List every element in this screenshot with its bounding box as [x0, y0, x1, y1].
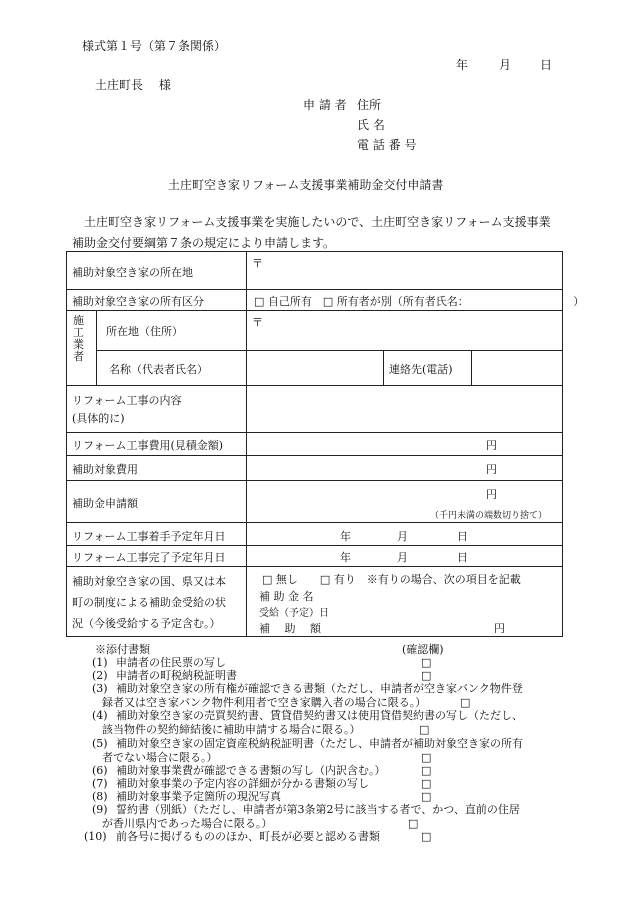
date-month-label: 月: [499, 58, 512, 72]
attachment-text: 補助対象空き家の固定資産税納税証明書（ただし、申請者が補助対象空き家の所有: [116, 737, 523, 750]
attachment-checkbox[interactable]: □: [421, 669, 432, 682]
attachment-number: (9): [92, 803, 108, 816]
end-day: 日: [457, 551, 468, 564]
applicant-address-label: 住所: [357, 98, 382, 112]
start-date-label: リフォーム工事着手予定年月日: [72, 530, 226, 543]
contractor-address-label: 所在地（住所）: [106, 325, 183, 338]
attachment-text: 補助対象事業の予定内容の詳細が分かる書類の写し: [116, 777, 369, 790]
attachment-number: (7): [92, 777, 108, 790]
attachment-text: 補助対象空き家の所有権が確認できる書類（ただし、申請者が空き家バンク物件登: [116, 682, 523, 695]
attachment-number: (3): [92, 682, 108, 695]
confirm-header: (確認欄): [402, 643, 444, 656]
end-year: 年: [340, 551, 351, 564]
other-subsidy-label-line1: 補助対象空き家の国、県又は本: [72, 575, 226, 588]
location-label: 補助対象空き家の所在地: [72, 266, 193, 279]
applicant-label: 申 請 者: [303, 98, 347, 112]
eligible-cost-yen: 円: [486, 463, 497, 476]
attachment-checkbox[interactable]: □: [421, 764, 432, 777]
attachment-text: 申請者の町税納税証明書: [116, 669, 237, 682]
attachment-checkbox[interactable]: □: [408, 816, 419, 830]
other-subsidy-name-label: 補 助 金 名: [259, 590, 314, 603]
attachment-text: 補助対象事業予定箇所の現況写真: [116, 790, 281, 803]
cost-yen: 円: [486, 439, 497, 452]
addressee: 土庄町長 様: [95, 78, 171, 92]
attachment-checkbox[interactable]: □: [421, 656, 432, 669]
rounding-note: （千円未満の端数切り捨て）: [430, 511, 548, 521]
eligible-cost-label: 補助対象費用: [72, 463, 138, 476]
form-number: 様式第１号（第７条関係）: [82, 39, 227, 53]
attachment-text: が香川県内であった場合に限る。）: [102, 816, 273, 830]
applicant-name-label: 氏 名: [357, 118, 385, 132]
cost-label: リフォーム工事費用(見積金額): [72, 439, 224, 452]
ownership-options: □ 自己所有 □ 所有者が別（所有者氏名： ）: [254, 295, 585, 308]
ownership-label: 補助対象空き家の所有区分: [72, 295, 204, 308]
work-content-label-line1: リフォーム工事の内容: [72, 394, 182, 407]
attachment-number: (1): [92, 656, 108, 669]
other-subsidy-label-line2: 町の制度による補助金受給の状: [72, 596, 226, 609]
date-day-label: 日: [540, 58, 553, 72]
start-day: 日: [457, 530, 468, 543]
attachments-header: ※添付書類: [95, 643, 150, 656]
attachment-number: (8): [92, 790, 108, 803]
end-month: 月: [397, 551, 408, 564]
attachment-checkbox[interactable]: □: [460, 695, 471, 709]
end-date-label: リフォーム工事完了予定年月日: [72, 551, 226, 564]
location-postal-mark: 〒: [252, 257, 263, 270]
contractor-postal-mark: 〒: [252, 316, 263, 329]
contractor-label: 施工業者: [73, 314, 84, 363]
contractor-name-label: 名称（代表者氏名）: [109, 363, 208, 376]
subsidy-label: 補助金申請額: [72, 497, 138, 510]
attachment-text: 前各号に掲げるもののほか、町長が必要と認める書類: [116, 830, 380, 843]
other-subsidy-amount-yen: 円: [494, 622, 505, 635]
attachment-number: (4): [92, 709, 108, 722]
attachment-number: (2): [92, 669, 108, 682]
other-subsidy-amount-label: 補 助 額: [259, 622, 321, 635]
other-subsidy-options: □ 無し □ 有り ※有りの場合、次の項目を記載: [262, 573, 521, 586]
attachment-text: 録者又は空き家バンク物件利用者で空き家購入者の場合に限る。）: [102, 695, 427, 709]
subsidy-yen: 円: [486, 488, 497, 501]
attachment-text: 者でない場合に限る。）: [102, 750, 218, 764]
attachment-checkbox[interactable]: □: [421, 750, 432, 764]
document-title: 土庄町空き家リフォーム支援事業補助金交付申請書: [168, 178, 444, 192]
attachment-checkbox[interactable]: □: [421, 790, 432, 803]
attachment-text: 補助対象空き家の売買契約書、賃貸借契約書又は使用貸借契約書の写し（ただし、: [116, 709, 523, 722]
contractor-contact-label: 連絡先(電話): [389, 363, 453, 376]
applicant-phone-label: 電 話 番 号: [357, 138, 417, 152]
intro-line-2: 補助金交付要綱第７条の規定により申請します。: [72, 236, 336, 250]
other-subsidy-label-line3: 況（今後受給する予定含む。）: [72, 617, 221, 630]
attachment-text: 該当物件の契約締結後に補助申請する場合に限る。）: [102, 722, 361, 736]
attachment-text: 誓約書（別紙）（ただし、申請者が第3条第2号に該当する者で、かつ、直前の住居: [116, 803, 520, 816]
start-year: 年: [340, 530, 351, 543]
attachment-number: (5): [92, 737, 108, 750]
attachment-checkbox[interactable]: □: [421, 830, 432, 843]
attachment-number: (10): [84, 830, 107, 843]
intro-line-1: 土庄町空き家リフォーム支援事業を実施したいので、土庄町空き家リフォーム支援事業: [84, 215, 551, 229]
start-month: 月: [397, 530, 408, 543]
date-year-label: 年: [456, 58, 469, 72]
attachment-text: 補助対象事業費が確認できる書類の写し（内訳含む。）: [116, 764, 386, 777]
attachment-text: 申請者の住民票の写し: [116, 656, 226, 669]
attachment-checkbox[interactable]: □: [421, 777, 432, 790]
attachment-number: (6): [92, 764, 108, 777]
work-content-label-line2: (具体的に): [72, 412, 125, 425]
other-subsidy-date-label: 受給（予定）日: [259, 608, 329, 619]
attachment-checkbox[interactable]: □: [419, 722, 430, 736]
